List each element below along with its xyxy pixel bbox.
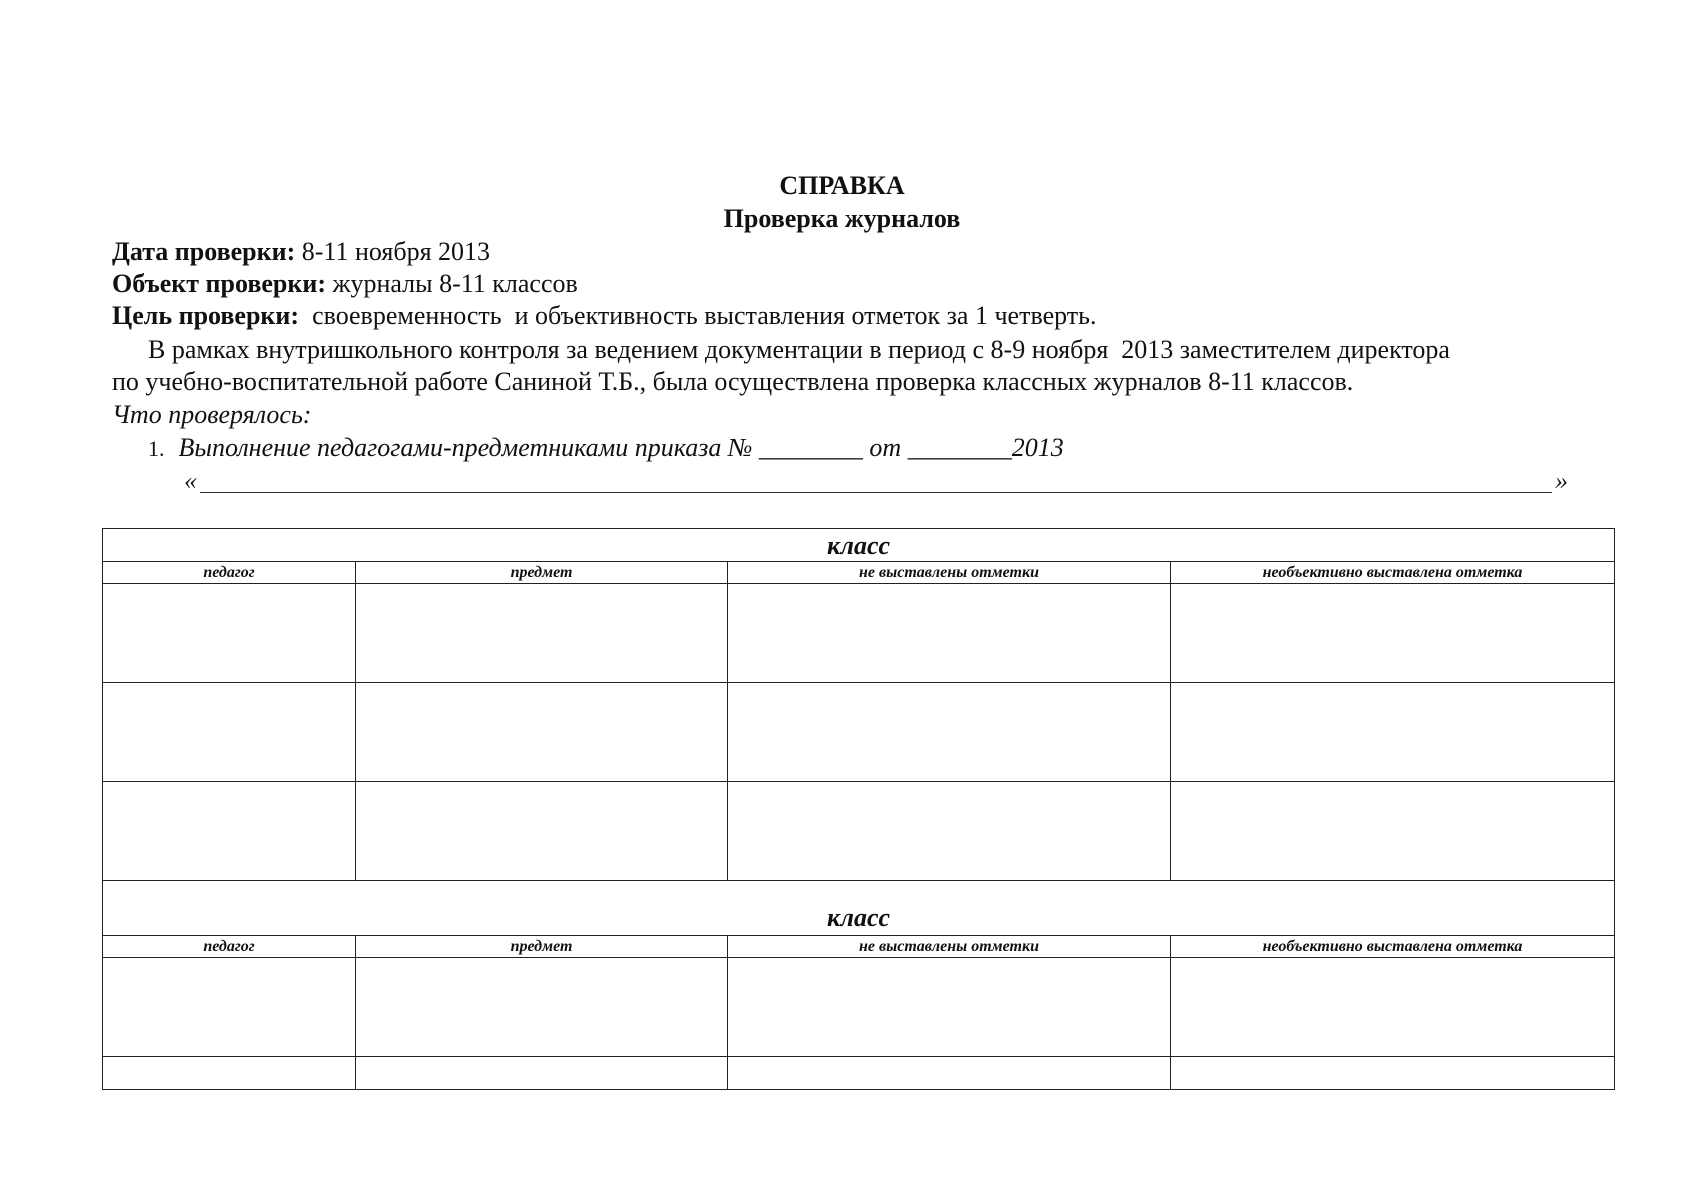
table-cell: [103, 683, 356, 782]
table-cell: [356, 584, 728, 683]
list-item-text: Выполнение педагогами-предметниками приказа № ________ от ________2013: [178, 433, 1064, 462]
field-check-date: [112, 236, 490, 268]
blank-underline: [200, 492, 1552, 493]
paragraph-text: В рамках внутришкольного контроля за ведением документации в период с 8-9 ноября 2013 заместителем директора: [148, 335, 1450, 364]
table-cell: [103, 782, 356, 881]
quote-close: »: [1555, 466, 1568, 495]
table-cell: [728, 584, 1171, 683]
table-cell: [103, 584, 356, 683]
column-header-unfair-grade: необъективно выставлена отметка: [1171, 562, 1615, 584]
class-title: класс: [103, 529, 1615, 562]
column-header-not-graded: не выставлены отметки: [728, 936, 1171, 958]
column-header-subject: предмет: [356, 562, 728, 584]
order-title-blank: [184, 466, 1568, 498]
table-header-row: [103, 936, 1615, 958]
table-cell: [1171, 958, 1615, 1057]
table-cell: [1171, 584, 1615, 683]
table-cell: [356, 683, 728, 782]
table-header-row: [103, 562, 1615, 584]
table-cell: [728, 782, 1171, 881]
table-row: [103, 958, 1615, 1057]
field-label: Цель проверки:: [112, 301, 300, 330]
table-cell: [1171, 1057, 1615, 1090]
table-cell: [728, 683, 1171, 782]
field-check-goal: [112, 300, 1096, 332]
table-cell: [728, 1057, 1171, 1090]
column-header-teacher: педагог: [103, 936, 356, 958]
paragraph-line-1: [112, 334, 1450, 366]
field-check-object: [112, 268, 578, 300]
column-header-subject: предмет: [356, 936, 728, 958]
field-label: Дата проверки:: [112, 237, 296, 266]
class-title-row: [103, 529, 1615, 562]
table-row: [103, 683, 1615, 782]
field-value: журналы 8-11 классов: [325, 269, 578, 298]
table-cell: [103, 1057, 356, 1090]
table-cell: [356, 958, 728, 1057]
list-item-number: 1.: [148, 436, 165, 461]
document-subtitle: Проверка журналов: [723, 204, 961, 233]
table-cell: [356, 782, 728, 881]
column-header-teacher: педагог: [103, 562, 356, 584]
report-table: [102, 528, 1615, 1090]
table-row: [103, 1057, 1615, 1090]
field-label: Объект проверки:: [112, 269, 326, 298]
class-title: класс: [103, 881, 1615, 936]
table-cell: [1171, 683, 1615, 782]
field-value: своевременность и объективность выставления отметок за 1 четверть.: [299, 301, 1097, 330]
quote-open: «: [184, 466, 197, 495]
paragraph-line-2: по учебно-воспитательной работе Саниной Т.Б., была осуществлена проверка классных журналов 8-11 классов.: [112, 367, 1354, 396]
table-cell: [356, 1057, 728, 1090]
column-header-unfair-grade: необъективно выставлена отметка: [1171, 936, 1615, 958]
table-cell: [728, 958, 1171, 1057]
class-title-row: [103, 881, 1615, 936]
table-row: [103, 584, 1615, 683]
checked-heading: Что проверялось:: [112, 400, 312, 429]
document-title: СПРАВКА: [779, 171, 905, 200]
table-cell: [103, 958, 356, 1057]
table-row: [103, 782, 1615, 881]
table-cell: [1171, 782, 1615, 881]
list-item: [148, 432, 1064, 465]
field-value: 8-11 ноября 2013: [295, 237, 491, 266]
column-header-not-graded: не выставлены отметки: [728, 562, 1171, 584]
